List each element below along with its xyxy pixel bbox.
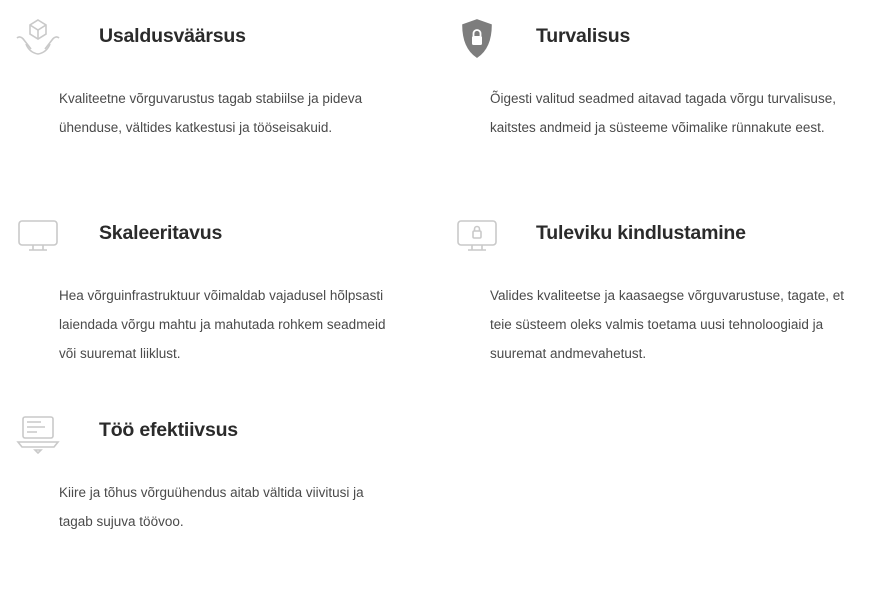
feature-title: Usaldusväärsus — [99, 25, 246, 47]
feature-description: Kvaliteetne võrguvarustus tagab stabiilse ja pideva ühenduse, vältides katkestusi ja tööseisakuid. — [59, 91, 363, 135]
feature-description: Kiire ja tõhus võrguühendus aitab vältida viivitusi ja tagab sujuva töövoo. — [59, 485, 364, 529]
hands-holding-box-icon — [10, 13, 66, 65]
feature-title: Tuleviku kindlustamine — [536, 222, 746, 244]
feature-header — [440, 197, 879, 262]
feature-card-empty — [440, 394, 879, 591]
monitor-lock-icon — [449, 210, 505, 262]
feature-card-reliability — [0, 0, 440, 197]
monitor-icon — [10, 210, 66, 262]
feature-header — [440, 0, 879, 65]
feature-description: Valides kvaliteetse ja kaasaegse võrguvarustuse, tagate, et teie süsteem oleks valmis toetama uusi tehnoloogiaid ja suuremat andmevahetust. — [490, 288, 844, 361]
feature-description: Hea võrguinfrastruktuur võimaldab vajadusel hõlpsasti laiendada võrgu mahtu ja mahutada rohkem seadmeid või suuremat liiklust. — [59, 288, 386, 361]
feature-card-future-proofing — [440, 197, 879, 394]
feature-header — [0, 394, 440, 459]
shield-lock-icon — [449, 13, 505, 65]
feature-card-work-efficiency — [0, 394, 440, 591]
feature-title: Töö efektiivsus — [99, 419, 238, 441]
feature-header — [0, 0, 440, 65]
feature-header — [0, 197, 440, 262]
feature-title: Skaleeritavus — [99, 222, 223, 244]
feature-title: Turvalisus — [536, 25, 631, 47]
feature-card-scalability — [0, 197, 440, 394]
feature-description: Õigesti valitud seadmed aitavad tagada võrgu turvalisuse, kaitstes andmeid ja süsteeme võimalike rünnakute eest. — [490, 91, 836, 135]
laptop-icon — [10, 407, 66, 459]
feature-card-security — [440, 0, 879, 197]
